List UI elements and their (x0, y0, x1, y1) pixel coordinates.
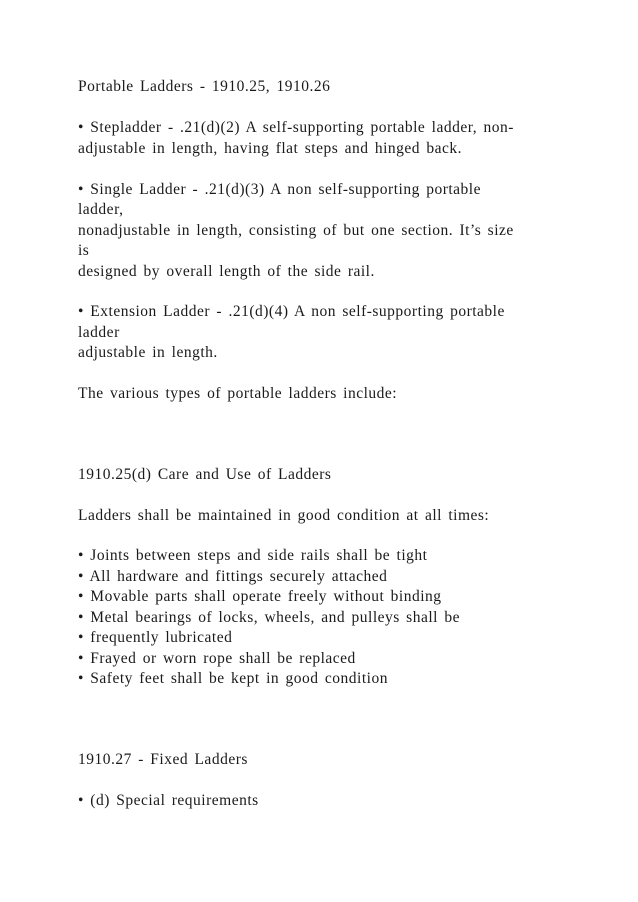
text-line: The various types of portable ladders include: (78, 385, 398, 402)
text-line: ladder (78, 324, 120, 341)
text-line: adjustable in length. (78, 344, 218, 361)
section-heading-fixed-ladders: 1910.27 - Fixed Ladders (78, 751, 248, 768)
list-item: • (d) Special requirements (78, 792, 259, 809)
list-item: • Joints between steps and side rails shall be tight (78, 547, 428, 564)
bullet-single-ladder: • Single Ladder - .21(d)(3) A non self-supporting portable (78, 181, 481, 198)
list-item: • Safety feet shall be kept in good condition (78, 670, 388, 687)
list-item: • Movable parts shall operate freely without binding (78, 588, 442, 605)
list-item: • Frayed or worn rope shall be replaced (78, 650, 356, 667)
text-line: adjustable in length, having flat steps and hinged back. (78, 140, 463, 157)
bullet-extension-ladder: • Extension Ladder - .21(d)(4) A non self-supporting portable (78, 303, 505, 320)
text-line: nonadjustable in length, consisting of but one section. It’s size (78, 222, 514, 239)
list-item: • frequently lubricated (78, 629, 233, 646)
bullet-stepladder: • Stepladder - .21(d)(2) A self-supporting portable ladder, non- (78, 119, 514, 136)
text-line: ladder, (78, 201, 124, 218)
text-line: is (78, 242, 90, 259)
list-item: • Metal bearings of locks, wheels, and pulleys shall be (78, 609, 460, 626)
list-item: • All hardware and fittings securely attached (78, 568, 388, 585)
text-line: Ladders shall be maintained in good condition at all times: (78, 507, 490, 524)
section-heading-portable-ladders: Portable Ladders - 1910.25, 1910.26 (78, 78, 331, 95)
text-line: designed by overall length of the side rail. (78, 263, 375, 280)
section-heading-care-and-use: 1910.25(d) Care and Use of Ladders (78, 466, 332, 483)
